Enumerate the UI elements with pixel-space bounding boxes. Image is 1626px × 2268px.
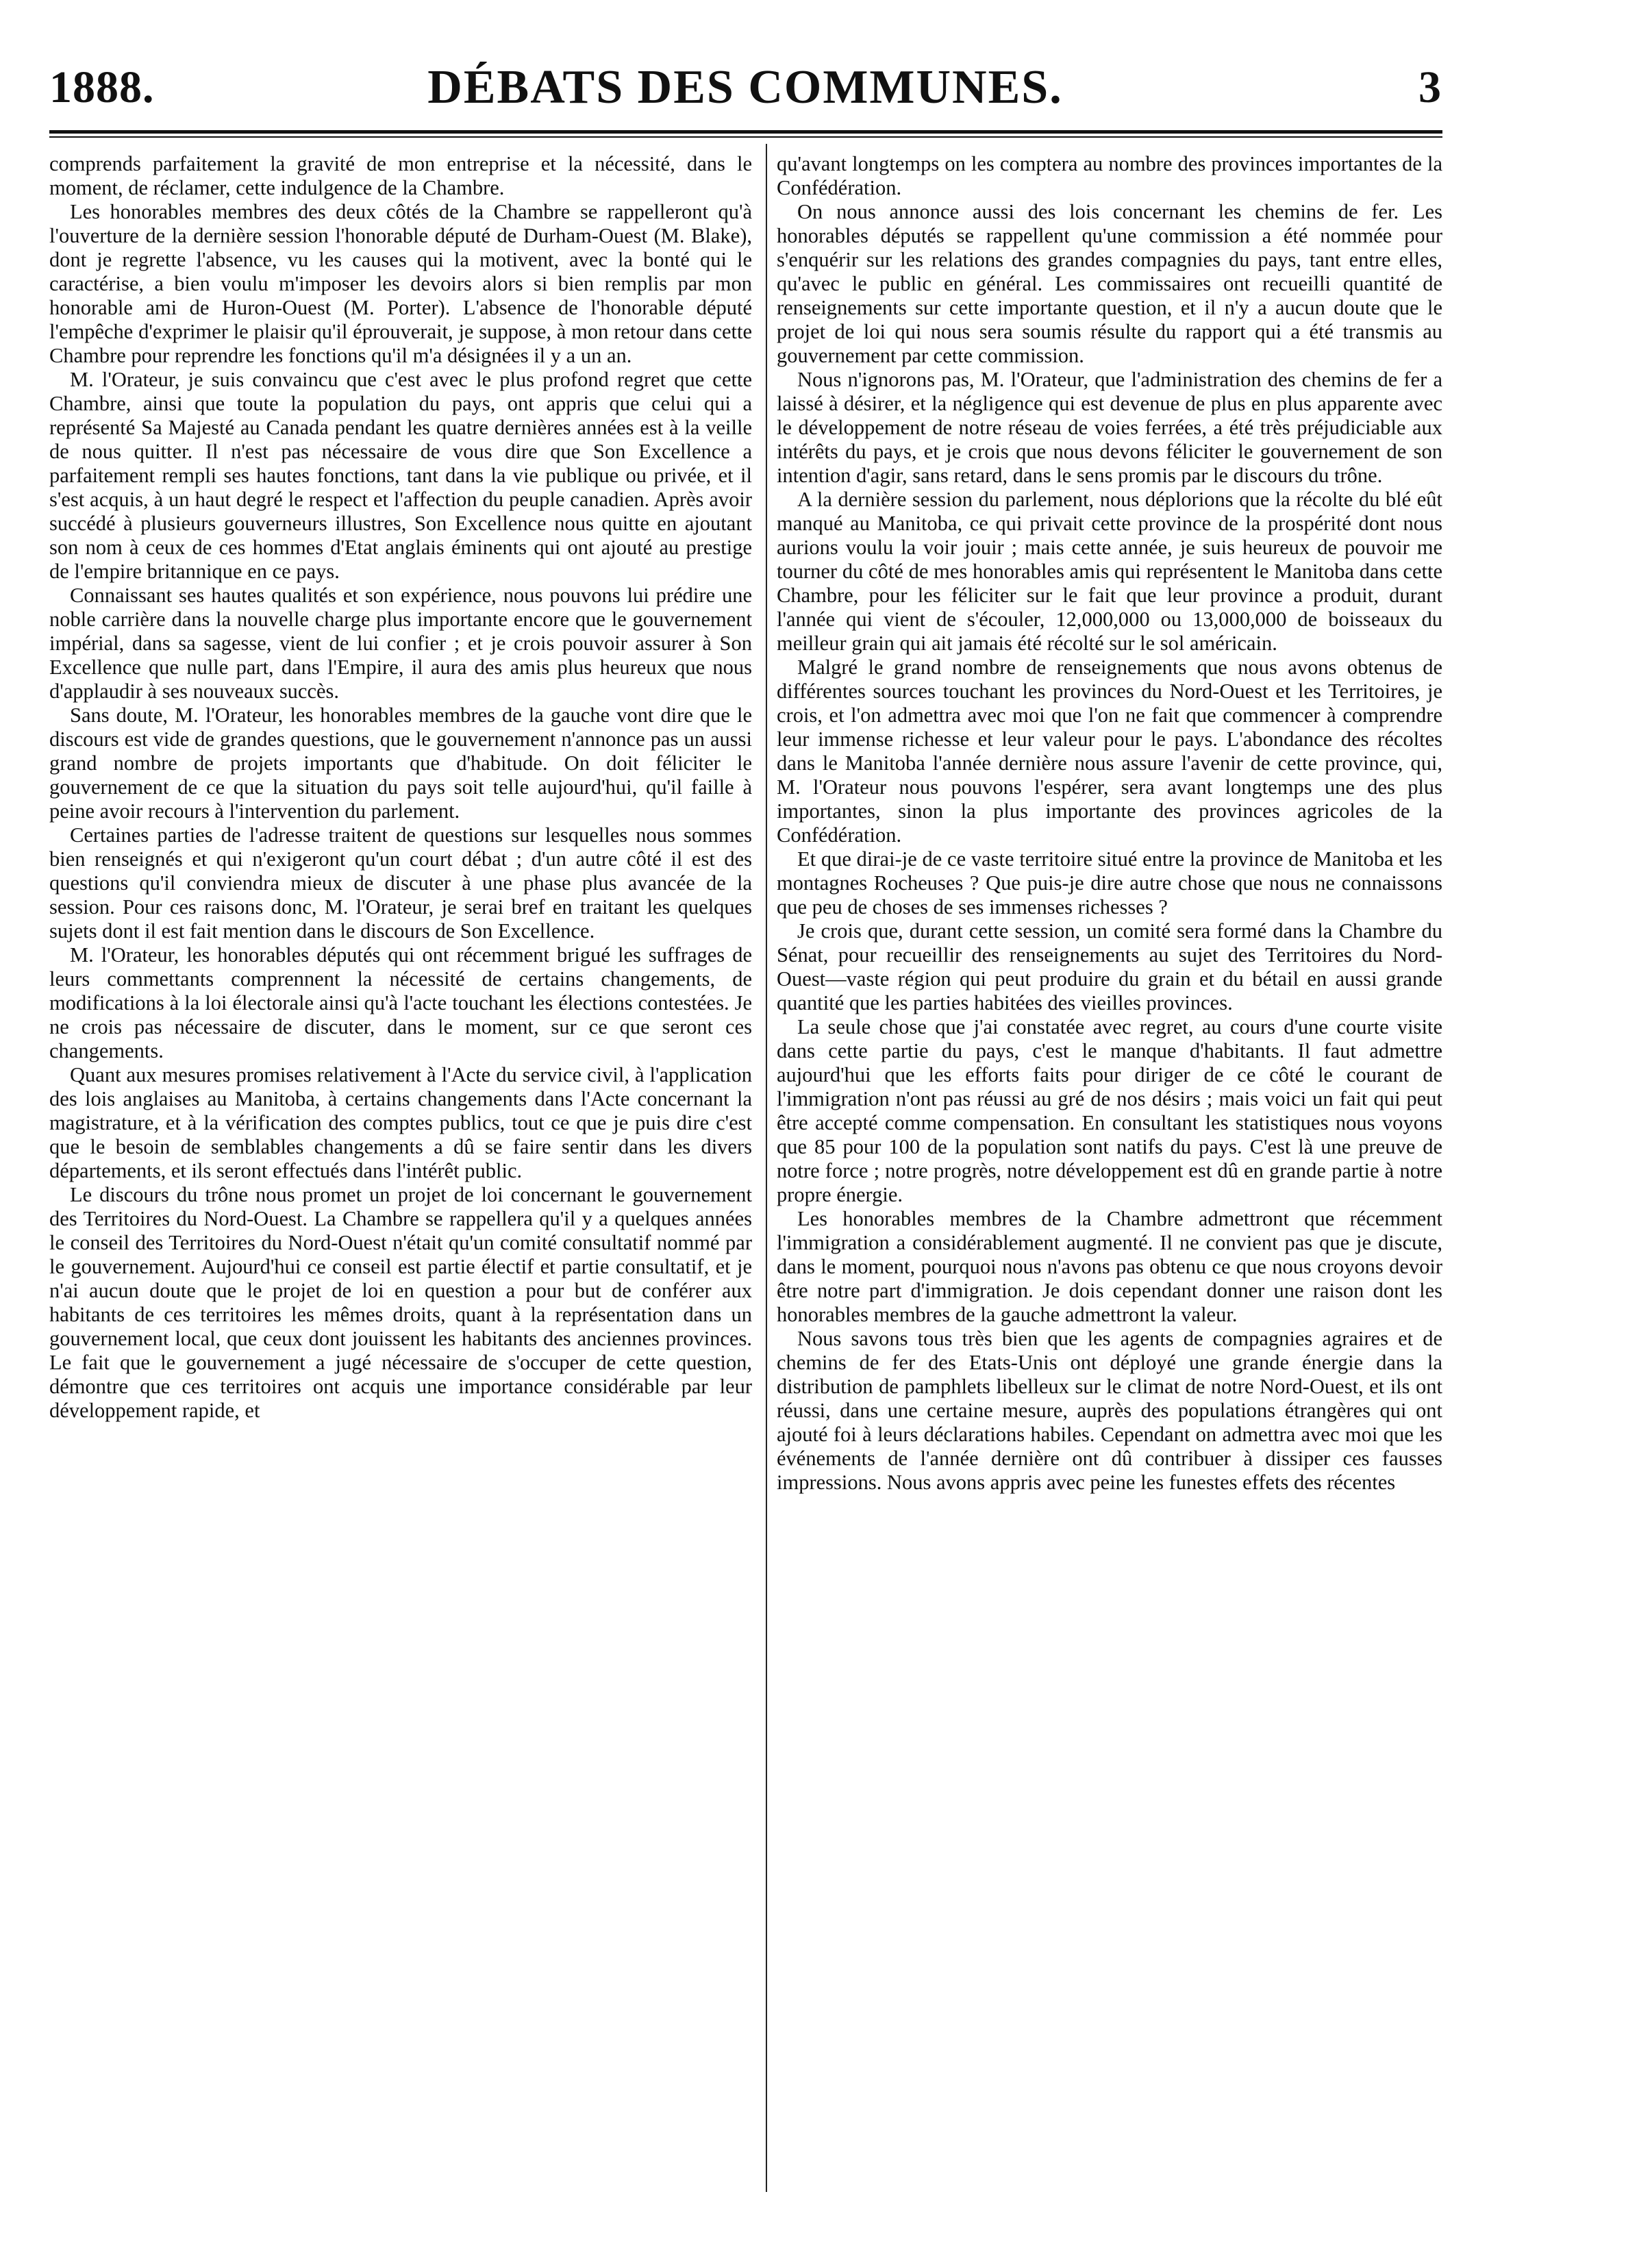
paragraph: A la dernière session du parlement, nous déplorions que la récolte du blé eût manqué au Manitoba, ce qui privait cette province de la prospérité dont nous aurions voulu la voir jouir ; mais cette année, je suis heureux de pouvoir me tourner du côté de mes honorables amis qui représentent le Manitoba dans cette Chambre, pour les féliciter sur le fait que leur province a produit, durant l'année qui vient de s'écouler, 12,000,000 ou 13,000,000 de boisseaux du meilleur grain qui ait jamais été récolté sur le sol américain.	[777, 488, 1442, 655]
paragraph: Malgré le grand nombre de renseignements que nous avons obtenus de différentes sources touchant les provinces du Nord-Ouest et les Territoires, je crois, et l'on admettra avec moi que l'on ne fait que commencer à comprendre leur immense richesse et leur valeur pour le pays. L'abondance des récoltes dans le Manitoba l'année dernière nous assure l'avenir de cette province, qui, M. l'Orateur nous pouvons l'espérer, sera avant longtemps une des plus importantes, sinon la plus importante des provinces agricoles de la Confédération.	[777, 656, 1442, 847]
paragraph: Quant aux mesures promises relativement à l'Acte du service civil, à l'application des lois anglaises au Manitoba, à certains changements dans l'Acte concernant la magistrature, et à la vérification des comptes publics, tout ce que je puis dire c'est que le besoin de semblables changements a dû se faire sentir dans les divers départements, et ils seront effectués dans l'intérêt public.	[49, 1063, 752, 1182]
page-number: 3	[1418, 62, 1441, 112]
left-column	[49, 152, 752, 2200]
header-rule-thick	[49, 130, 1442, 134]
paragraph: Le discours du trône nous promet un projet de loi concernant le gouvernement des Territoires du Nord-Ouest. La Chambre se rappellera qu'il y a quelques années le conseil des Territoires du Nord-Ouest n'était qu'un comité consultatif nommé par le gouvernement. Aujourd'hui ce conseil est partie électif et partie consultatif, et je n'ai aucun doute que le projet de loi en question a pour but de conférer aux habitants de ces territoires les mêmes droits, quant à la représentation dans un gouvernement local, que ceux dont jouissent les habitants des anciennes provinces. Le fait que le gouvernement a jugé nécessaire de s'occuper de cette question, démontre que ces territoires ont acquis une importance considérable par leur développement rapide, et	[49, 1183, 752, 1422]
paragraph: Nous savons tous très bien que les agents de compagnies agraires et de chemins de fer des Etats-Unis ont déployé une grande énergie dans la distribution de pamphlets libelleux sur le climat de notre Nord-Ouest, et ils ont réussi, dans une certaine mesure, auprès des populations étrangères qui ont ajouté foi à leurs déclarations habiles. Cependant on admettra avec moi que les événements de l'année dernière ont dû contribuer à dissiper ces fausses impressions. Nous avons appris avec peine les funestes effets des récentes	[777, 1327, 1442, 1494]
column-divider	[766, 144, 767, 2192]
paragraph: qu'avant longtemps on les comptera au nombre des provinces importantes de la Confédération.	[777, 152, 1442, 199]
paragraph: comprends parfaitement la gravité de mon entreprise et la nécessité, dans le moment, de réclamer, cette indulgence de la Chambre.	[49, 152, 752, 199]
right-column	[777, 152, 1442, 2200]
header-rule-thin	[49, 136, 1442, 138]
header-year: 1888.	[49, 62, 155, 112]
header-title: DÉBATS DES COMMUNES.	[427, 61, 1063, 114]
paragraph: M. l'Orateur, je suis convaincu que c'est avec le plus profond regret que cette Chambre, ainsi que toute la population du pays, ont appris que celui qui a représenté Sa Majesté au Canada pendant les quatre dernières années est à la veille de nous quitter. Il n'est pas nécessaire de vous dire que Son Excellence a parfaitement rempli ses hautes fonctions, tant dans la vie publique ou privée, et il s'est acquis, à un haut degré le respect et l'affection du peuple canadien. Après avoir succédé à plusieurs gouverneurs illustres, Son Excellence nous quitte en ajoutant son nom à ceux de ces hommes d'Etat anglais éminents qui ont ajouté au prestige de l'empire britannique en ce pays.	[49, 368, 752, 583]
paragraph: Les honorables membres des deux côtés de la Chambre se rappelleront qu'à l'ouverture de la dernière session l'honorable député de Durham-Ouest (M. Blake), dont je regrette l'absence, vu les causes qui la motivent, avec la bonté qui le caractérise, a bien voulu m'imposer les devoirs alors si bien remplis par mon honorable ami de Huron-Ouest (M. Porter). L'absence de l'honorable député l'empêche d'exprimer le plaisir qu'il éprouverait, je suppose, à mon retour dans cette Chambre pour reprendre les fonctions qu'il m'a désignées il y a un an.	[49, 200, 752, 367]
paragraph: M. l'Orateur, les honorables députés qui ont récemment brigué les suffrages de leurs commettants comprennent la nécessité de certains changements, de modifications à la loi électorale ainsi qu'à l'acte touchant les élections contestées. Je ne crois pas nécessaire de discuter, dans le moment, sur ce que seront ces changements.	[49, 943, 752, 1062]
paragraph: Les honorables membres de la Chambre admettront que récemment l'immigration a considérablement augmenté. Il ne convient pas que je discute, dans le moment, pourquoi nous n'avons pas obtenu ce que nous croyons devoir être notre part d'immigration. Je dois cependant donner une raison dont les honorables membres de la gauche admettront la valeur.	[777, 1207, 1442, 1326]
paragraph: Connaissant ses hautes qualités et son expérience, nous pouvons lui prédire une noble carrière dans la nouvelle charge plus importante encore que le gouvernement impérial, dans sa sagesse, vient de lui confier ; et je crois pouvoir assurer à Son Excellence que nulle part, dans l'Empire, il aura des amis plus heureux que nous d'applaudir à ses nouveaux succès.	[49, 584, 752, 703]
paragraph: On nous annonce aussi des lois concernant les chemins de fer. Les honorables députés se rappellent qu'une commission a été nommée pour s'enquérir sur les relations des grandes compagnies du pays, tant entre elles, qu'avec le public en général. Les commissaires ont recueilli quantité de renseignements sur cette importante question, et il n'y a aucun doute que le projet de loi qui nous sera soumis résulte du rapport qui a été transmis au gouvernement par cette commission.	[777, 200, 1442, 367]
paragraph: Je crois que, durant cette session, un comité sera formé dans la Chambre du Sénat, pour recueillir des renseignements au sujet des Territoires du Nord-Ouest—vaste région qui peut produire du grain et du bétail en aussi grande quantité que les parties habitées des vieilles provinces.	[777, 919, 1442, 1014]
paragraph: Sans doute, M. l'Orateur, les honorables membres de la gauche vont dire que le discours est vide de grandes questions, que le gouvernement n'annonce pas un aussi grand nombre de projets importants que d'habitude. On doit féliciter le gouvernement de ce que la situation du pays soit telle aujourd'hui, qu'il faille à peine avoir recours à l'intervention du parlement.	[49, 703, 752, 823]
paragraph: Et que dirai-je de ce vaste territoire situé entre la province de Manitoba et les montagnes Rocheuses ? Que puis-je dire autre chose que nous ne connaissons que peu de choses de ses immenses richesses ?	[777, 847, 1442, 919]
paragraph: Certaines parties de l'adresse traitent de questions sur lesquelles nous sommes bien renseignés et qui n'exigeront qu'un court débat ; d'un autre côté il est des questions qu'il conviendra mieux de discuter à une phase plus avancée de la session. Pour ces raisons donc, M. l'Orateur, je serai bref en traitant les quelques sujets dont il est fait mention dans le discours de Son Excellence.	[49, 823, 752, 943]
page-header	[49, 53, 1441, 122]
paragraph: La seule chose que j'ai constatée avec regret, au cours d'une courte visite dans cette partie du pays, c'est le manque d'habitants. Il faut admettre aujourd'hui que les efforts faits pour diriger de ce côté le courant de l'immigration n'ont pas réussi au gré de nos désirs ; mais voici un fait qui peut être accepté comme compensation. En consultant les statistiques nous voyons que 85 pour 100 de la population sont natifs du pays. C'est là une preuve de notre force ; notre progrès, notre développement est dû en grande partie à notre propre énergie.	[777, 1015, 1442, 1206]
paragraph: Nous n'ignorons pas, M. l'Orateur, que l'administration des chemins de fer a laissé à désirer, et la négligence qui est devenue de plus en plus apparente avec le développement de notre réseau de voies ferrées, a été très préjudiciable aux intérêts du pays, et je crois que nous devons féliciter le gouvernement de son intention d'agir, sans retard, dans le sens promis par le discours du trône.	[777, 368, 1442, 487]
